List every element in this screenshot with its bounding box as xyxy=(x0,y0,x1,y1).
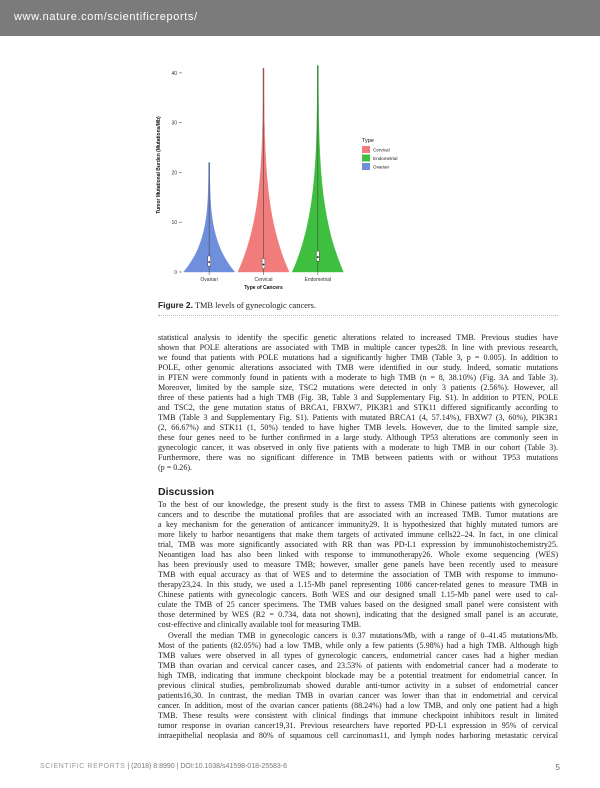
text-line: gynecologic cancer, it was observed in only five patients with a moderate to high TMB in our cohort (Table 3). xyxy=(158,443,558,453)
text-line: trial, TMB was more significantly associated with RR than was PD-L1 expression by immunohistochemistry25. xyxy=(158,540,558,550)
article-citation: | (2018) 8:8990 | DOI:10.1038/s41598-018-25583-6 xyxy=(127,763,288,770)
text-line: Neoantigen load has also been linked with response to immunotherapy26. Whole exome sequencing (WES) xyxy=(158,550,558,560)
figure-caption-text: TMB levels of gynecologic cancers. xyxy=(194,301,317,310)
text-line: POLE, other genomic alterations associated with TMB were identified in our study. Indeed, somatic mutations xyxy=(158,363,558,373)
text-line: TMB values were observed in all types of gynecologic cancers, endometrial cancer cases had a higher median xyxy=(158,651,558,661)
box-endometrial xyxy=(316,251,319,261)
journal-name: SCIENTIFIC REPORTS xyxy=(40,763,126,770)
section-heading: Discussion xyxy=(158,486,215,498)
text-line: TMB with equal accuracy as that of WES and to determine the association of TMB with response to immuno- xyxy=(158,570,558,580)
text-line: TMB than ovarian and cervical cancer cases, and 23.53% of patients with endometrial cancer had a moderate to xyxy=(158,661,558,671)
text-line: Most of the patients (82.05%) had a low TMB, while only a few patients (5.98%) had a high TMB. Although high xyxy=(158,641,558,651)
x-tick-label: Ovarian xyxy=(200,277,218,283)
paragraph-results xyxy=(158,333,558,473)
text-line: intraepithelial neoplasia and 80% of squamous cell carcinomas11, and lymph nodes harboring metastatic cervical xyxy=(158,731,558,741)
text-line: and TSC2, the gene mutation status of BRCA1, FBXW7, PIK3R1 and STK11 differed significantly according to xyxy=(158,403,558,413)
figure-label: Figure 2. xyxy=(158,300,193,310)
box-ovarian xyxy=(208,256,211,266)
text-line: Furthermore, there was no significant difference in TMB between patients with or without TP53 mutations xyxy=(158,453,558,463)
tmb-violin-plot xyxy=(140,50,410,300)
text-line: Chinese patients with gynecologic cancers. Both WES and our designed small 1.15-Mb panel were used to cal- xyxy=(158,590,558,600)
text-line: (p = 0.26). xyxy=(158,463,193,473)
y-tick-label: 20 xyxy=(171,170,177,177)
text-line: previous clinical studies, pembrolizumab showed durable anti-tumor activity in a subset of endometrial cancer xyxy=(158,681,558,691)
text-line: TMB (Table 3 and Supplementary Fig. S1). Patients with mutated BRCA1 (4, 57.14%), FBXW7 (3, 60%), PIK3R1 xyxy=(158,413,558,423)
text-line: Overall the median TMB in gynecologic cancers is 0.37 mutations/Mb, with a range of 0–41.45 mutations/Mb. xyxy=(168,631,558,640)
legend-swatch xyxy=(362,155,370,162)
text-line: three of these patients had a high TMB (Fig. 3B, Table 3 and Supplementary Fig. S1). In addition to PTEN, POLE xyxy=(158,393,558,403)
text-line: cancer. In addition, most of the ovarian cancer patients (88.24%) had a low TMB, and only one patient had a high xyxy=(158,701,558,711)
median-cervical xyxy=(263,264,265,266)
y-tick-label: 30 xyxy=(171,120,177,127)
paragraph-discussion-2 xyxy=(158,631,558,741)
journal-url[interactable]: www.nature.com/scientificreports/ xyxy=(14,11,198,23)
y-tick-label: 40 xyxy=(171,70,177,77)
journal-header-bar xyxy=(0,0,600,36)
x-axis-label: Type of Cancers xyxy=(244,285,283,291)
figure-caption xyxy=(158,300,316,310)
box-cervical xyxy=(262,259,265,269)
legend-swatch xyxy=(362,146,370,153)
x-tick-label: Endometrial xyxy=(304,277,332,283)
text-line: has been previously used to measure TMB; however, smaller gene panels have been recently used to measure xyxy=(158,560,558,570)
text-line: shown that POLE alterations are associated with TMB in multiple cancer types28. In line with previous research, xyxy=(158,343,558,353)
text-line: statistical analysis to identify the specific genetic alterations related to increased TMB. Previous studies have xyxy=(158,333,558,342)
legend-label: Endometrial xyxy=(373,156,398,161)
text-line: more likely to harbor neoantigens that make them targets of activated immune cells22–24. In fact, in one clinical xyxy=(158,530,558,540)
legend-title: Type xyxy=(362,138,374,144)
text-line: high TMB, indicating that immune checkpoint blockade may be a potential treatment for endometrial cancer. In xyxy=(158,671,558,681)
text-line: tumor response in ovarian cancer19,31. Previous researchers have reported PD-L1 expression in 95% of cervical xyxy=(158,721,558,731)
y-tick-label: 10 xyxy=(171,220,177,227)
text-line: (2, 66.67%) and STK11 (1, 50%) tended to have higher TMB levels. However, due to the limited sample size, xyxy=(158,423,558,433)
median-ovarian xyxy=(208,261,210,263)
page-number: 5 xyxy=(555,763,560,772)
text-line: culate the TMB of 25 cancer specimens. The TMB values based on the designed small panel were consistent with xyxy=(158,600,558,610)
text-line: TMB. These results were consistent with clinical findings that immune checkpoint inhibitors result in limited xyxy=(158,711,558,721)
page-footer xyxy=(40,763,560,770)
paragraph-discussion-1 xyxy=(158,500,558,630)
text-line: patients16,30. In contrast, the median TMB in ovarian cancer was lower than that in endometrial and cervical xyxy=(158,691,558,701)
text-line: these four genes need to be further confirmed in a large study. Although TP53 alterations are commonly seen in xyxy=(158,433,558,443)
text-line: therapy23,24. In this study, we used a 1.15-Mb panel representing 1086 cancer-related genes to measure TMB in xyxy=(158,580,558,590)
text-line: a key mechanism for the generation of anticancer immunity29. It is hypothesized that highly mutated tumors are xyxy=(158,520,558,530)
caption-divider xyxy=(158,315,558,316)
text-line: cost-effective and clinically available tool for measuring TMB. xyxy=(158,620,362,630)
legend-label: Cervical xyxy=(373,147,390,153)
text-line: cancers and to describe the mutational profiles that are associated with an increased TMB. Tumor mutations are xyxy=(158,510,558,520)
text-line: in PTEN were commonly found in patients with a moderate to high TMB (n = 8, 38.10%) (Fig. 3A and Table 3). xyxy=(158,373,558,383)
y-tick-label: 0 xyxy=(174,270,177,276)
y-axis-label: Tumor Mutational Burden (Mutations/Mb) xyxy=(156,116,162,214)
text-line: those determined by WES (R2 = 0.734, data not shown), indicating that the designed small panel is an accurate, xyxy=(158,610,558,620)
legend-label: Ovarian xyxy=(373,164,390,170)
legend-swatch xyxy=(362,163,370,170)
x-tick-label: Cervical xyxy=(254,277,273,283)
text-line: To the best of our knowledge, the present study is the first to assess TMB in Chinese patients with gynecologic xyxy=(158,500,558,509)
text-line: we found that patients with POLE mutations had a significantly higher TMB (Table 3, p = 0.005). In addition to xyxy=(158,353,558,363)
median-endometrial xyxy=(317,256,319,258)
text-line: Moreover, limited by the sample size, TSC2 mutations were detected in only 3 patients (2.56%). However, all xyxy=(158,383,558,393)
